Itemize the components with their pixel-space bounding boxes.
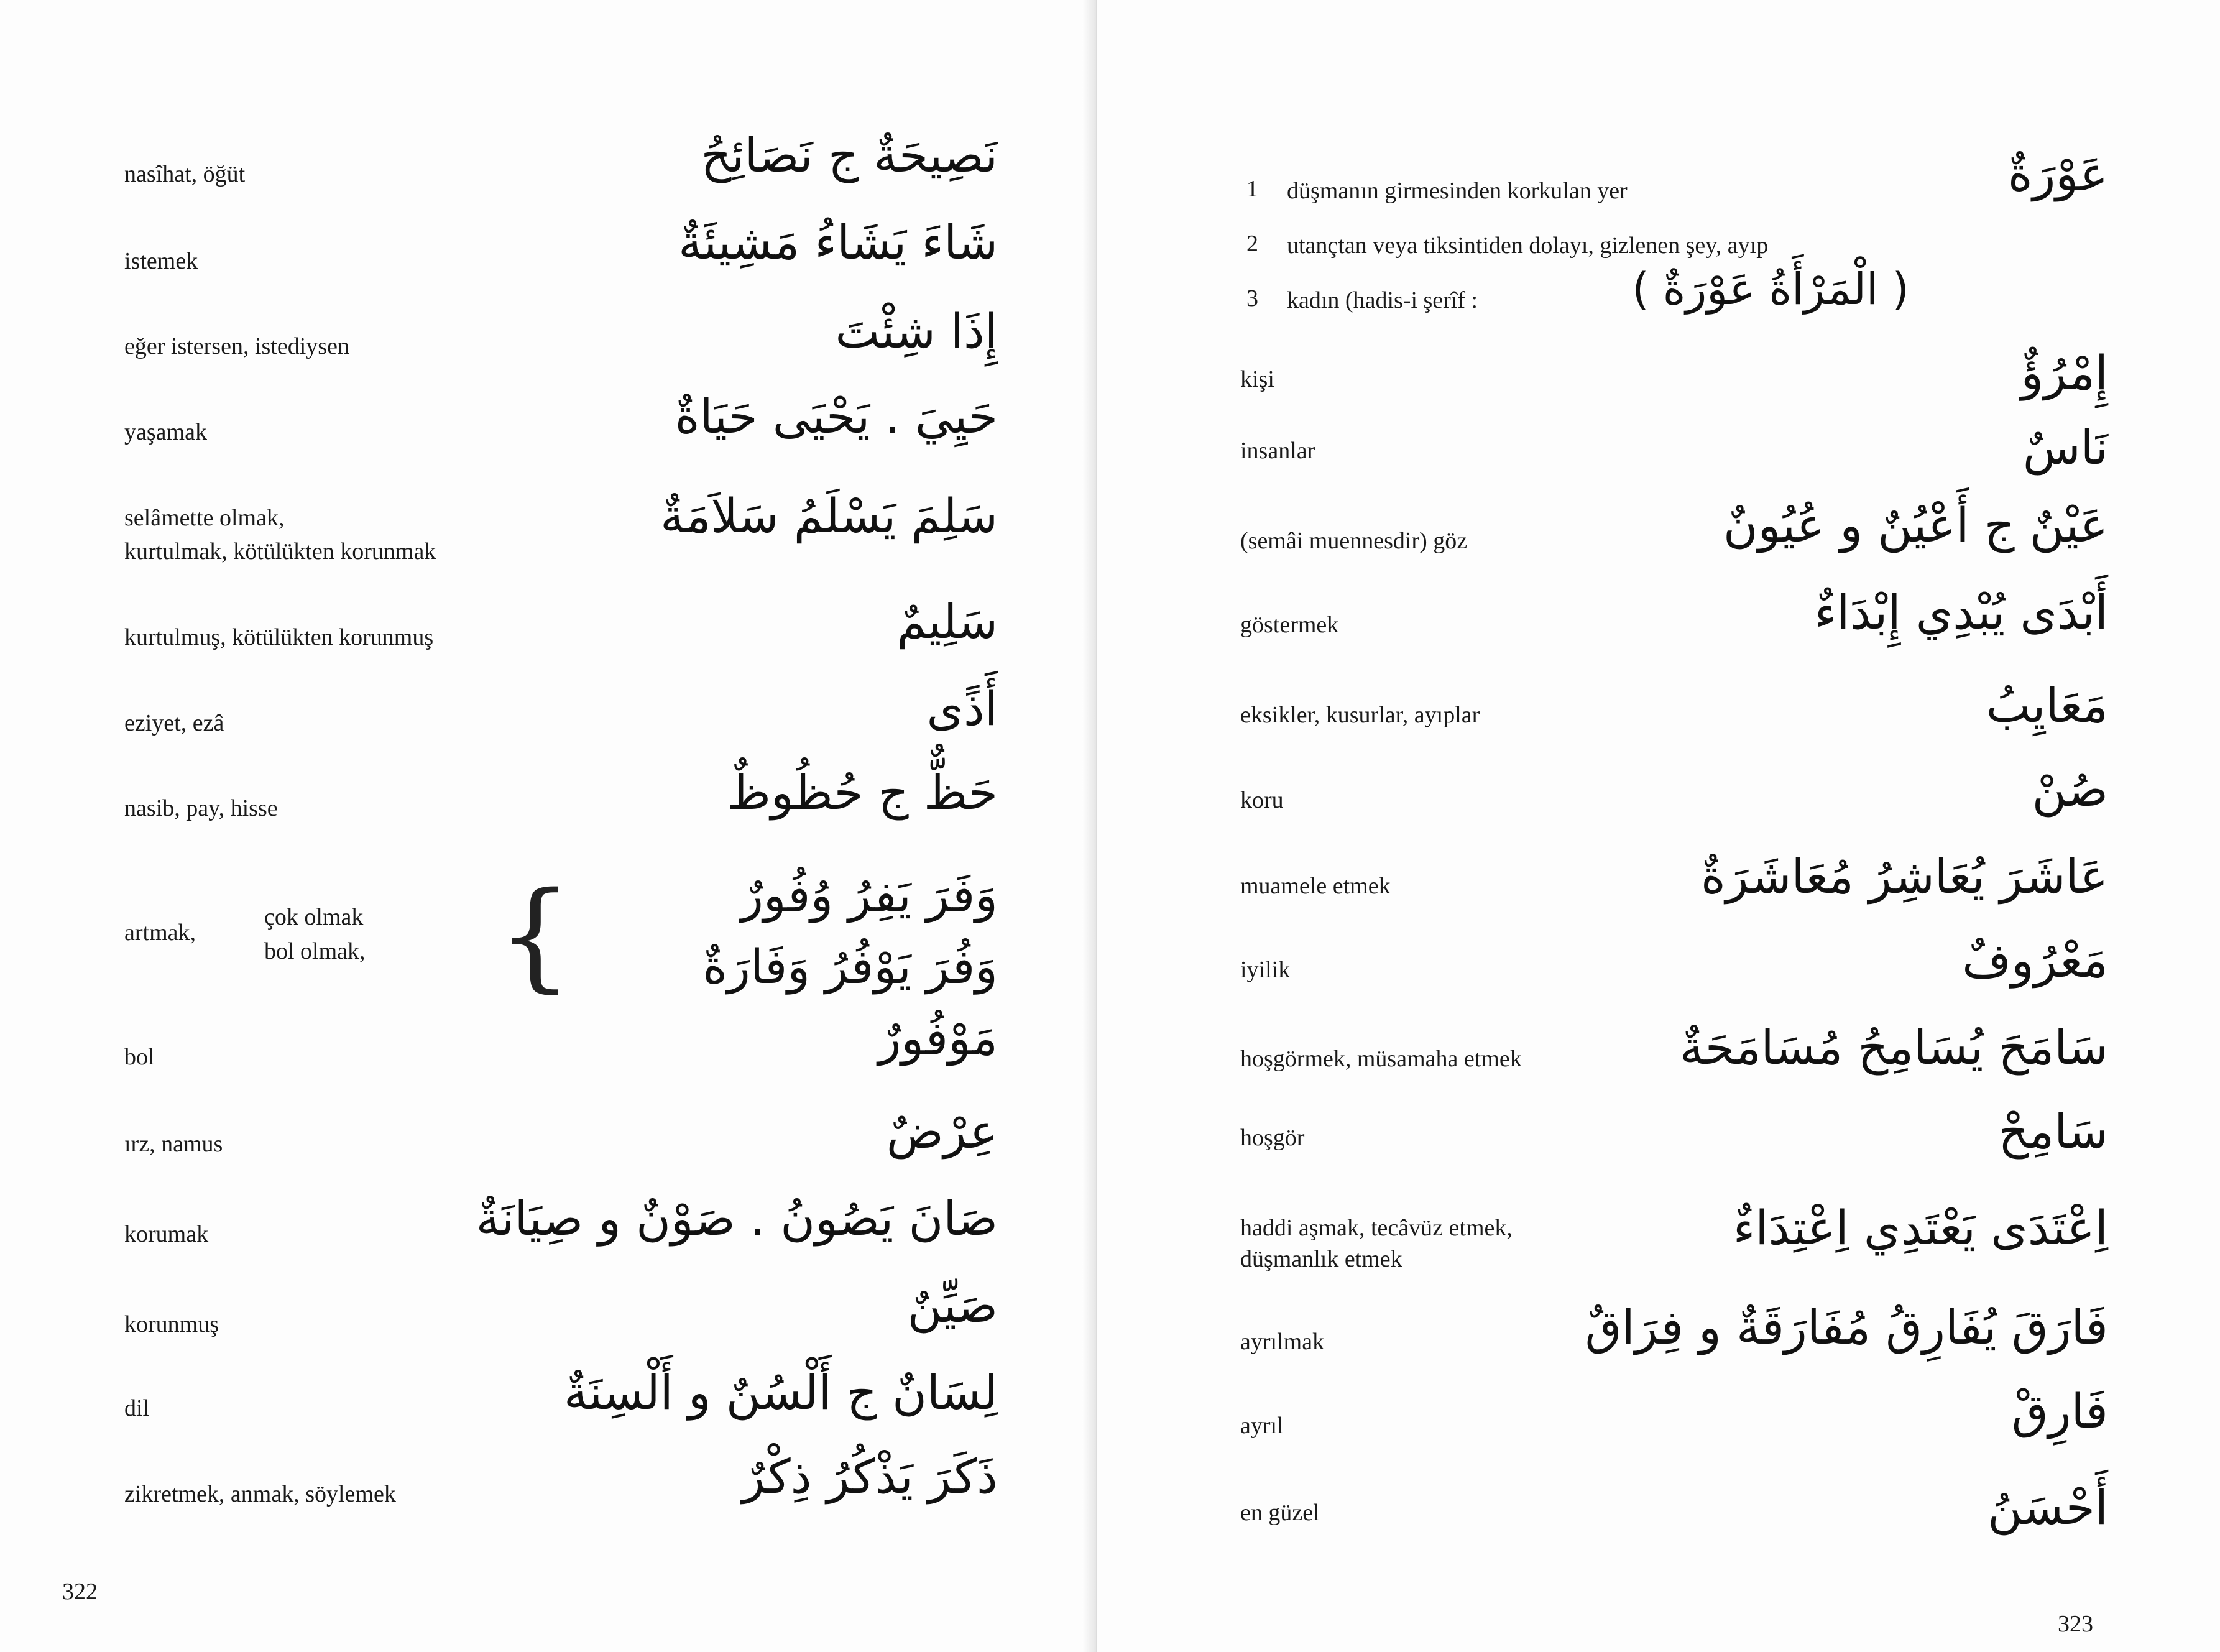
arabic-word: سَلِيمٌ bbox=[896, 594, 998, 649]
arabic-word: اِعْتَدَى يَعْتَدِي اِعْتِدَاءٌ bbox=[1733, 1200, 2108, 1255]
turkish-gloss: ırz, namus bbox=[124, 1131, 223, 1157]
grouping-brace: { bbox=[497, 867, 573, 1004]
hadith-arabic: ( الْمَرْأَةُ عَوْرَةٌ ) bbox=[1632, 264, 1909, 315]
arabic-word: حَيِيَ . يَحْيَى حَيَاةٌ bbox=[675, 389, 998, 444]
arabic-word: فَارَقَ يُفَارِقُ مُفَارَقَةٌ و فِرَاقٌ bbox=[1585, 1299, 2108, 1355]
turkish-gloss: göstermek bbox=[1240, 612, 1339, 638]
arabic-word: نَاسٌ bbox=[2022, 420, 2108, 475]
arabic-word: أَذًى bbox=[926, 681, 998, 736]
arabic-word: نَصِيحَةٌ ج نَصَائِحُ bbox=[701, 127, 998, 183]
turkish-gloss: korumak bbox=[124, 1221, 209, 1247]
arabic-word: وَفُرَ يَوْفُرُ وَفَارَةٌ bbox=[702, 939, 998, 994]
arabic-word: مَوْفُورٌ bbox=[878, 1010, 998, 1066]
turkish-gloss: istemek bbox=[124, 248, 198, 274]
arabic-word: مَعْرُوفٌ bbox=[1962, 933, 2108, 988]
turkish-subsense: bol olmak, bbox=[264, 938, 366, 964]
turkish-gloss: en güzel bbox=[1240, 1500, 1320, 1526]
turkish-gloss: bol bbox=[124, 1044, 155, 1070]
arabic-word: لِسَانٌ ج أَلْسُنٌ و أَلْسِنَةٌ bbox=[564, 1365, 998, 1420]
arabic-word: إِمْرُؤٌ bbox=[2020, 345, 2108, 400]
sense-number: 2 bbox=[1246, 231, 1258, 257]
arabic-word: ذَكَرَ يَذْكُرُ ذِكْرٌ bbox=[742, 1449, 998, 1504]
turkish-gloss: korunmuş bbox=[124, 1311, 219, 1337]
turkish-gloss-continued: düşmanlık etmek bbox=[1240, 1246, 1402, 1272]
turkish-gloss: insanlar bbox=[1240, 438, 1315, 464]
headword-arabic: عَوْرَةٌ bbox=[2007, 146, 2108, 201]
turkish-gloss: ayrılmak bbox=[1240, 1329, 1325, 1355]
arabic-word: سَامِحْ bbox=[1998, 1104, 2108, 1159]
turkish-gloss: ayrıl bbox=[1240, 1413, 1284, 1439]
turkish-gloss: (semâi muennesdir) göz bbox=[1240, 528, 1468, 554]
sense-text: düşmanın girmesinden korkulan yer bbox=[1287, 178, 1628, 204]
sense-text: kadın (hadis-i şerîf : bbox=[1287, 287, 1478, 313]
turkish-gloss: eksikler, kusurlar, ayıplar bbox=[1240, 702, 1480, 728]
turkish-gloss: muamele etmek bbox=[1240, 873, 1391, 899]
turkish-gloss: artmak, bbox=[124, 920, 196, 946]
arabic-word: صَيِّنٌ bbox=[907, 1278, 998, 1333]
turkish-gloss: haddi aşmak, tecâvüz etmek, bbox=[1240, 1215, 1513, 1241]
turkish-gloss: kurtulmuş, kötülükten korunmuş bbox=[124, 624, 434, 650]
arabic-word: عَاشَرَ يُعَاشِرُ مُعَاشَرَةٌ bbox=[1701, 849, 2108, 904]
turkish-gloss: yaşamak bbox=[124, 419, 207, 445]
arabic-word: صَانَ يَصُونُ . صَوْنٌ و صِيَانَةٌ bbox=[476, 1191, 998, 1246]
left-page bbox=[0, 0, 1097, 1652]
turkish-gloss: kişi bbox=[1240, 366, 1274, 392]
arabic-word: حَظٌّ ج حُظُوظٌ bbox=[727, 765, 998, 820]
turkish-gloss: dil bbox=[124, 1395, 150, 1421]
arabic-word: أَبْدَى يُبْدِي إِبْدَاءٌ bbox=[1814, 584, 2108, 640]
turkish-gloss-continued: kurtulmak, kötülükten korunmak bbox=[124, 538, 436, 565]
arabic-word: سَامَحَ يُسَامِحُ مُسَامَحَةٌ bbox=[1680, 1020, 2108, 1075]
page-number: 322 bbox=[62, 1579, 98, 1605]
turkish-gloss: iyilik bbox=[1240, 957, 1291, 983]
arabic-word: عِرْضٌ bbox=[886, 1104, 998, 1159]
turkish-gloss: hoşgör bbox=[1240, 1125, 1305, 1151]
turkish-gloss: eğer istersen, istediysen bbox=[124, 333, 349, 359]
turkish-gloss: nasib, pay, hisse bbox=[124, 795, 278, 821]
page-number: 323 bbox=[2058, 1611, 2093, 1637]
right-page bbox=[1097, 0, 2220, 1652]
arabic-word: عَيْنٌ ج أَعْيُنٌ و عُيُونٌ bbox=[1723, 497, 2108, 553]
turkish-gloss: nasîhat, öğüt bbox=[124, 161, 246, 187]
turkish-gloss: koru bbox=[1240, 787, 1284, 813]
turkish-subsense: çok olmak bbox=[264, 904, 364, 930]
turkish-gloss: selâmette olmak, bbox=[124, 505, 285, 531]
arabic-word: صُنْ bbox=[2032, 762, 2108, 817]
arabic-word: وَفَرَ يَفِرُ وُفُورٌ bbox=[740, 867, 998, 923]
arabic-word: مَعَايِبُ bbox=[1986, 678, 2108, 733]
sense-number: 3 bbox=[1246, 285, 1258, 311]
arabic-word: فَارِقْ bbox=[2011, 1383, 2108, 1439]
arabic-word: شَاءَ يَشَاءُ مَشِيئَةٌ bbox=[678, 215, 998, 270]
sense-text: utançtan veya tiksintiden dolayı, gizlenen şey, ayıp bbox=[1287, 233, 1769, 259]
arabic-word: أَحْسَنُ bbox=[1987, 1480, 2108, 1535]
sense-number: 1 bbox=[1246, 176, 1258, 202]
turkish-gloss: eziyet, ezâ bbox=[124, 710, 224, 736]
turkish-gloss: zikretmek, anmak, söylemek bbox=[124, 1481, 396, 1507]
arabic-word: إِذَا شِئْتَ bbox=[835, 303, 998, 359]
arabic-word: سَلِمَ يَسْلَمُ سَلاَمَةٌ bbox=[660, 488, 998, 543]
turkish-gloss: hoşgörmek, müsamaha etmek bbox=[1240, 1046, 1522, 1072]
